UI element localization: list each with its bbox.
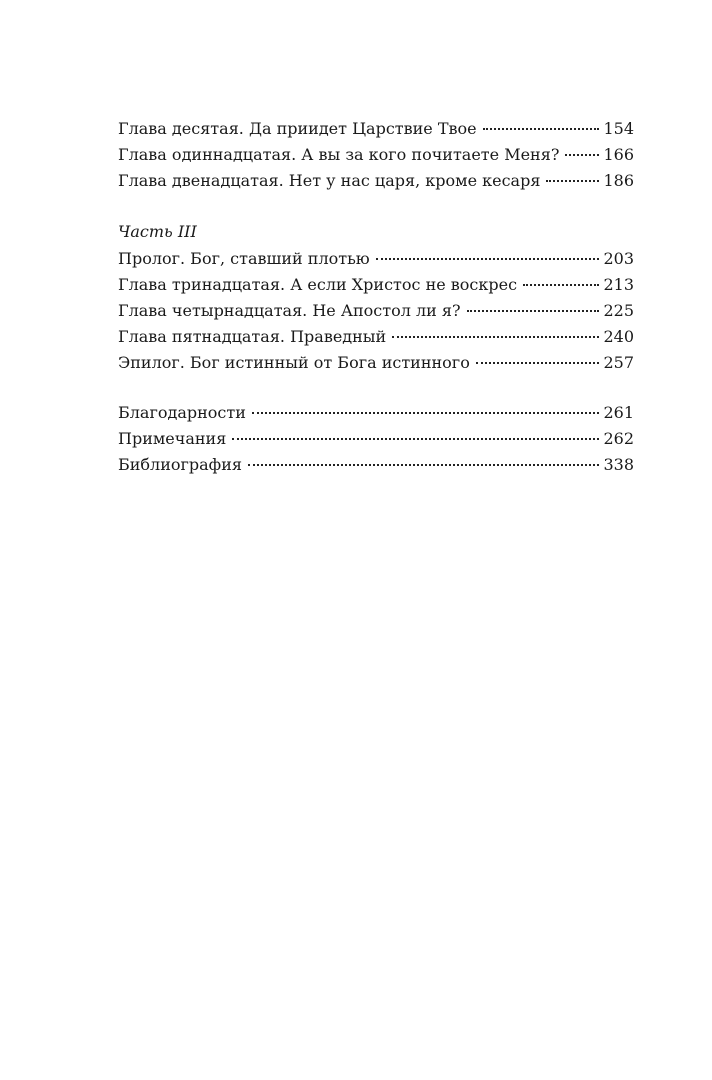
toc-entry-chapter-10[interactable]: [118, 116, 634, 142]
dot-leader: [248, 464, 599, 466]
toc-entry-title: Библиография: [118, 455, 242, 474]
dot-leader: [565, 154, 599, 156]
toc-entry-page: 166: [603, 145, 634, 164]
dot-leader: [476, 362, 600, 364]
toc-group-part2-end: [118, 116, 634, 194]
toc-entry-title: Глава пятнадцатая. Праведный: [118, 327, 387, 346]
toc-entry-title: Глава десятая. Да приидет Царствие Твое: [118, 119, 477, 138]
toc-entry-title: Глава одиннадцатая. А вы за кого почитаете Меня?: [118, 145, 560, 164]
toc-entry-notes[interactable]: [118, 426, 634, 452]
toc-entry-title: Глава тринадцатая. А если Христос не воскрес: [118, 275, 518, 294]
toc-entry-page: 186: [603, 171, 634, 190]
dot-leader: [376, 258, 600, 260]
toc-entry-acknowledgements[interactable]: [118, 400, 634, 426]
dot-leader: [392, 336, 599, 338]
toc-entry-epilogue[interactable]: [118, 350, 634, 376]
dot-leader: [252, 412, 600, 414]
toc-entry-chapter-15[interactable]: [118, 324, 634, 350]
toc-entry-title: Эпилог. Бог истинный от Бога истинного: [118, 353, 470, 372]
part-heading: Часть III: [118, 222, 197, 241]
toc-entry-page: 261: [603, 403, 634, 422]
toc-entry-page: 203: [603, 249, 634, 268]
toc-entry-chapter-12[interactable]: [118, 168, 634, 194]
toc-entry-page: 338: [603, 455, 634, 474]
toc-entry-chapter-14[interactable]: [118, 298, 634, 324]
toc-entry-page: 225: [603, 301, 634, 320]
toc-entry-title: Пролог. Бог, ставший плотью: [118, 249, 370, 268]
dot-leader: [467, 310, 600, 312]
toc-entry-title: Глава двенадцатая. Нет у нас царя, кроме кесаря: [118, 171, 541, 190]
toc-group-part3: [118, 218, 634, 376]
dot-leader: [232, 438, 599, 440]
toc-entry-title: Примечания: [118, 429, 227, 448]
toc-entry-page: 154: [603, 119, 634, 138]
toc-entry-prologue[interactable]: [118, 246, 634, 272]
toc-entry-chapter-11[interactable]: [118, 142, 634, 168]
dot-leader: [546, 180, 599, 182]
toc-entry-page: 213: [603, 275, 634, 294]
toc-group-back-matter: [118, 400, 634, 478]
toc-entry-title: Глава четырнадцатая. Не Апостол ли я?: [118, 301, 461, 320]
dot-leader: [483, 128, 600, 130]
toc-entry-title: Благодарности: [118, 403, 246, 422]
toc-entry-page: 240: [603, 327, 634, 346]
toc-entry-bibliography[interactable]: [118, 452, 634, 478]
toc-entry-chapter-13[interactable]: [118, 272, 634, 298]
dot-leader: [523, 284, 599, 286]
toc-entry-page: 257: [603, 353, 634, 372]
table-of-contents: [118, 116, 634, 478]
toc-entry-page: 262: [603, 429, 634, 448]
